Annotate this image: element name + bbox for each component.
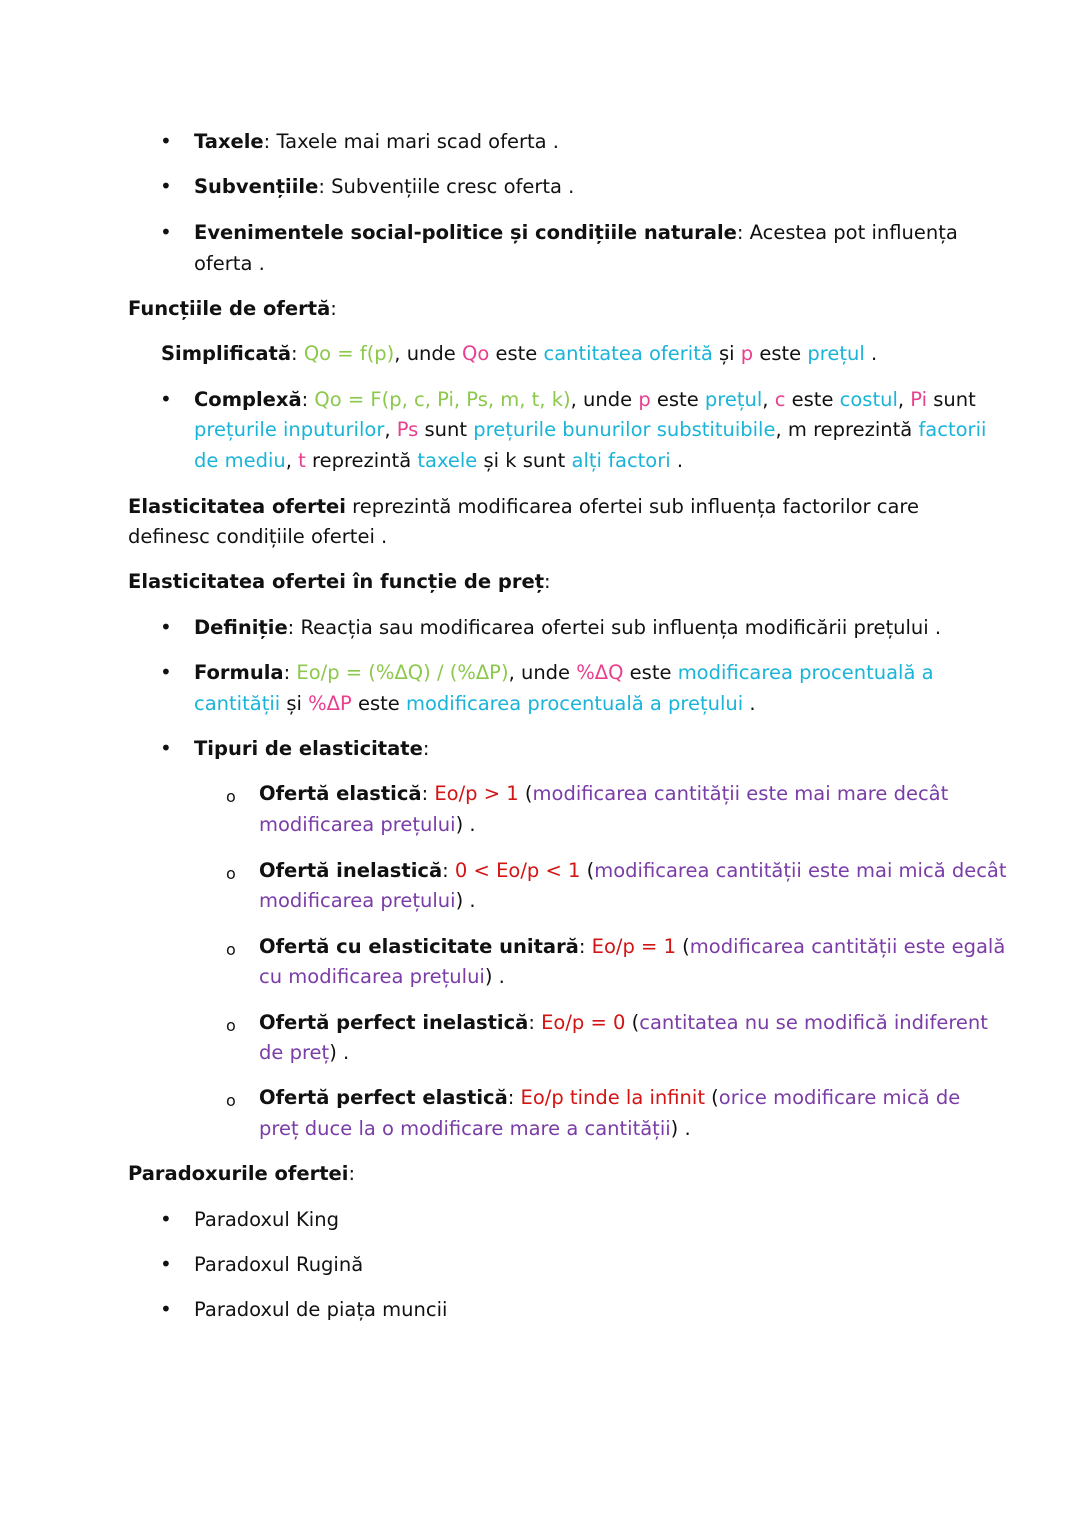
text-fragment: ) . — [670, 1117, 691, 1140]
text-fragment: Ps — [396, 418, 419, 441]
text-fragment: sunt — [927, 388, 976, 411]
disc-bullet-icon: • — [160, 387, 172, 411]
evenimente-line-2 — [194, 248, 265, 279]
text-fragment: modificarea cantității este mai mică decât — [594, 859, 1007, 882]
text-fragment: Qo = f(p) — [303, 342, 395, 365]
text-fragment: Paradoxul King — [194, 1208, 339, 1231]
oferta-elastica-line-2 — [259, 809, 476, 840]
text-fragment: : — [528, 1011, 542, 1034]
text-fragment: , m reprezintă — [775, 418, 919, 441]
oferta-perfect-elastica-line-2 — [259, 1113, 691, 1144]
paradoxuri-heading — [128, 1158, 355, 1189]
oferta-inelastica-line-2 — [259, 885, 476, 916]
text-fragment: modificarea cantității este egală — [689, 935, 1006, 958]
text-fragment: este — [489, 342, 544, 365]
disc-bullet-icon: • — [160, 1207, 172, 1231]
complexa-line-1 — [194, 384, 976, 415]
text-fragment: Eo/p tinde la infinit — [520, 1086, 705, 1109]
oferta-perfect-inelastica-line-1 — [259, 1007, 988, 1038]
text-fragment: Qo — [462, 342, 490, 365]
definitie-line — [194, 612, 941, 643]
text-fragment: cu modificarea prețului — [259, 965, 485, 988]
text-fragment: . — [743, 692, 756, 715]
circle-bullet-icon: o — [226, 787, 236, 806]
circle-bullet-icon: o — [226, 1091, 236, 1110]
oferta-elastica-line-1 — [259, 778, 948, 809]
evenimente-line-1 — [194, 217, 958, 248]
text-fragment: cantitatea oferită — [543, 342, 713, 365]
text-fragment: prețul — [807, 342, 865, 365]
text-fragment: modificarea cantității este mai mare decât — [532, 782, 949, 805]
text-fragment: ) . — [329, 1041, 350, 1064]
elasticitatea-line-1 — [128, 491, 919, 522]
text-fragment: sunt — [418, 418, 474, 441]
circle-bullet-icon: o — [226, 1016, 236, 1035]
text-fragment: Eo/p = 0 — [541, 1011, 626, 1034]
text-fragment: %ΔQ — [576, 661, 624, 684]
text-fragment: ) . — [455, 813, 476, 836]
text-fragment: este — [351, 692, 406, 715]
text-fragment: modificarea procentuală a — [677, 661, 934, 684]
text-fragment: p — [740, 342, 754, 365]
oferta-unitara-line-2 — [259, 961, 505, 992]
text-fragment: alți factori — [571, 449, 671, 472]
disc-bullet-icon: • — [160, 1297, 172, 1321]
text-fragment: c — [774, 388, 786, 411]
text-fragment: Ofertă cu elasticitate unitară — [259, 935, 579, 958]
text-fragment: și — [712, 342, 741, 365]
text-fragment: ( — [675, 935, 690, 958]
text-fragment: definesc condițiile ofertei . — [128, 525, 388, 548]
text-fragment: Evenimentele social-politice și condițiile naturale — [194, 221, 737, 244]
text-fragment: : — [544, 570, 551, 593]
text-fragment: : — [291, 342, 304, 365]
text-fragment: cantității — [194, 692, 281, 715]
text-fragment: , unde — [508, 661, 577, 684]
text-fragment: Ofertă perfect inelastică — [259, 1011, 529, 1034]
text-fragment: Formula — [194, 661, 284, 684]
text-fragment: orice modificare mică de — [718, 1086, 961, 1109]
text-fragment: Eo/p = (%ΔQ) / (%ΔP) — [296, 661, 509, 684]
text-fragment: 0 < Eo/p < 1 — [454, 859, 581, 882]
text-fragment: Complexă — [194, 388, 302, 411]
text-fragment: p — [638, 388, 651, 411]
text-fragment: , — [762, 388, 775, 411]
subventiile-line — [194, 171, 574, 202]
text-fragment: ( — [580, 859, 595, 882]
circle-bullet-icon: o — [226, 864, 236, 883]
text-fragment: și — [280, 692, 309, 715]
oferta-unitara-line-1 — [259, 931, 1005, 962]
formula-line-1 — [194, 657, 934, 688]
complexa-line-2 — [194, 414, 986, 445]
text-fragment: ( — [625, 1011, 640, 1034]
text-fragment: Taxele — [194, 130, 264, 153]
paradox-piata-muncii — [194, 1294, 447, 1325]
text-fragment: Eo/p > 1 — [434, 782, 519, 805]
text-fragment: este — [753, 342, 808, 365]
text-fragment: Simplificată — [161, 342, 292, 365]
disc-bullet-icon: • — [160, 615, 172, 639]
text-fragment: de mediu — [194, 449, 286, 472]
oferta-perfect-elastica-line-1 — [259, 1082, 960, 1113]
text-fragment: Subvențiile — [194, 175, 319, 198]
disc-bullet-icon: • — [160, 1252, 172, 1276]
text-fragment: : Taxele mai mari scad oferta . — [263, 130, 559, 153]
formula-line-2 — [194, 688, 756, 719]
text-fragment: Elasticitatea ofertei în funcție de preț — [128, 570, 545, 593]
text-fragment: : — [301, 388, 315, 411]
text-fragment: modificarea prețului — [259, 889, 456, 912]
text-fragment: . — [670, 449, 684, 472]
disc-bullet-icon: • — [160, 220, 172, 244]
paradox-rugina — [194, 1249, 363, 1280]
text-fragment: Tipuri de elasticitate — [194, 737, 423, 760]
text-fragment: , — [285, 449, 299, 472]
text-fragment: și k sunt — [477, 449, 572, 472]
text-fragment: Funcțiile de ofertă — [128, 297, 331, 320]
text-fragment: factorii — [918, 418, 987, 441]
text-fragment: este — [650, 388, 705, 411]
text-fragment: prețurile inputurilor — [194, 418, 385, 441]
taxele-line — [194, 126, 559, 157]
circle-bullet-icon: o — [226, 940, 236, 959]
text-fragment: : — [507, 1086, 521, 1109]
text-fragment: Paradoxurile ofertei — [128, 1162, 349, 1185]
text-fragment: modificarea procentuală a prețului — [406, 692, 744, 715]
text-fragment: reprezintă modificarea ofertei sub influența factorilor care — [345, 495, 920, 518]
text-fragment: Elasticitatea ofertei — [128, 495, 346, 518]
text-fragment: Definiție — [194, 616, 288, 639]
text-fragment: : — [421, 782, 435, 805]
text-fragment: reprezintă — [305, 449, 418, 472]
disc-bullet-icon: • — [160, 129, 172, 153]
text-fragment: ( — [704, 1086, 719, 1109]
text-fragment: prețurile bunurilor substituibile — [473, 418, 776, 441]
text-fragment: , unde — [570, 388, 639, 411]
text-fragment: , — [384, 418, 397, 441]
text-fragment: t — [298, 449, 306, 472]
elasticitate-pret-heading — [128, 566, 551, 597]
text-fragment: : — [442, 859, 455, 882]
text-fragment: : — [283, 661, 297, 684]
tipuri-line — [194, 733, 429, 764]
functiile-heading — [128, 293, 337, 324]
text-fragment: ) . — [455, 889, 476, 912]
text-fragment: : Reacția sau modificarea ofertei sub influența modificării prețului . — [287, 616, 942, 639]
disc-bullet-icon: • — [160, 660, 172, 684]
text-fragment: oferta . — [194, 252, 265, 275]
disc-bullet-icon: • — [160, 174, 172, 198]
text-fragment: . — [864, 342, 878, 365]
text-fragment: preț duce la o modificare mare a cantității — [259, 1117, 671, 1140]
text-fragment: : Subvențiile cresc oferta . — [318, 175, 575, 198]
elasticitatea-line-2 — [128, 521, 387, 552]
text-fragment: %ΔP — [308, 692, 352, 715]
text-fragment: modificarea prețului — [259, 813, 456, 836]
text-fragment: : — [348, 1162, 356, 1185]
oferta-inelastica-line-1 — [259, 855, 1007, 886]
text-fragment: este — [623, 661, 678, 684]
text-fragment: Paradoxul Rugină — [194, 1253, 364, 1276]
text-fragment: ) . — [484, 965, 505, 988]
text-fragment: : — [330, 297, 337, 320]
text-fragment: : — [578, 935, 592, 958]
text-fragment: costul — [839, 388, 898, 411]
text-fragment: Ofertă inelastică — [259, 859, 443, 882]
text-fragment: Ofertă perfect elastică — [259, 1086, 508, 1109]
text-fragment: prețul — [704, 388, 763, 411]
text-fragment: Paradoxul de piața muncii — [194, 1298, 448, 1321]
text-fragment: ( — [518, 782, 533, 805]
paradox-king — [194, 1204, 339, 1235]
text-fragment: de preț — [259, 1041, 330, 1064]
text-fragment: este — [785, 388, 840, 411]
text-fragment: cantitatea nu se modifică indiferent — [639, 1011, 988, 1034]
text-fragment: Eo/p = 1 — [591, 935, 676, 958]
text-fragment: , unde — [394, 342, 462, 365]
text-fragment: : Acestea pot influența — [736, 221, 958, 244]
text-fragment: Qo = F(p, c, Pi, Ps, m, t, k) — [314, 388, 571, 411]
oferta-perfect-inelastica-line-2 — [259, 1037, 349, 1068]
simplificata-line — [161, 338, 877, 369]
text-fragment: Pi — [910, 388, 928, 411]
text-fragment: taxele — [417, 449, 478, 472]
text-fragment: : — [422, 737, 430, 760]
disc-bullet-icon: • — [160, 736, 172, 760]
complexa-line-3 — [194, 445, 683, 476]
text-fragment: , — [897, 388, 911, 411]
text-fragment: Ofertă elastică — [259, 782, 422, 805]
